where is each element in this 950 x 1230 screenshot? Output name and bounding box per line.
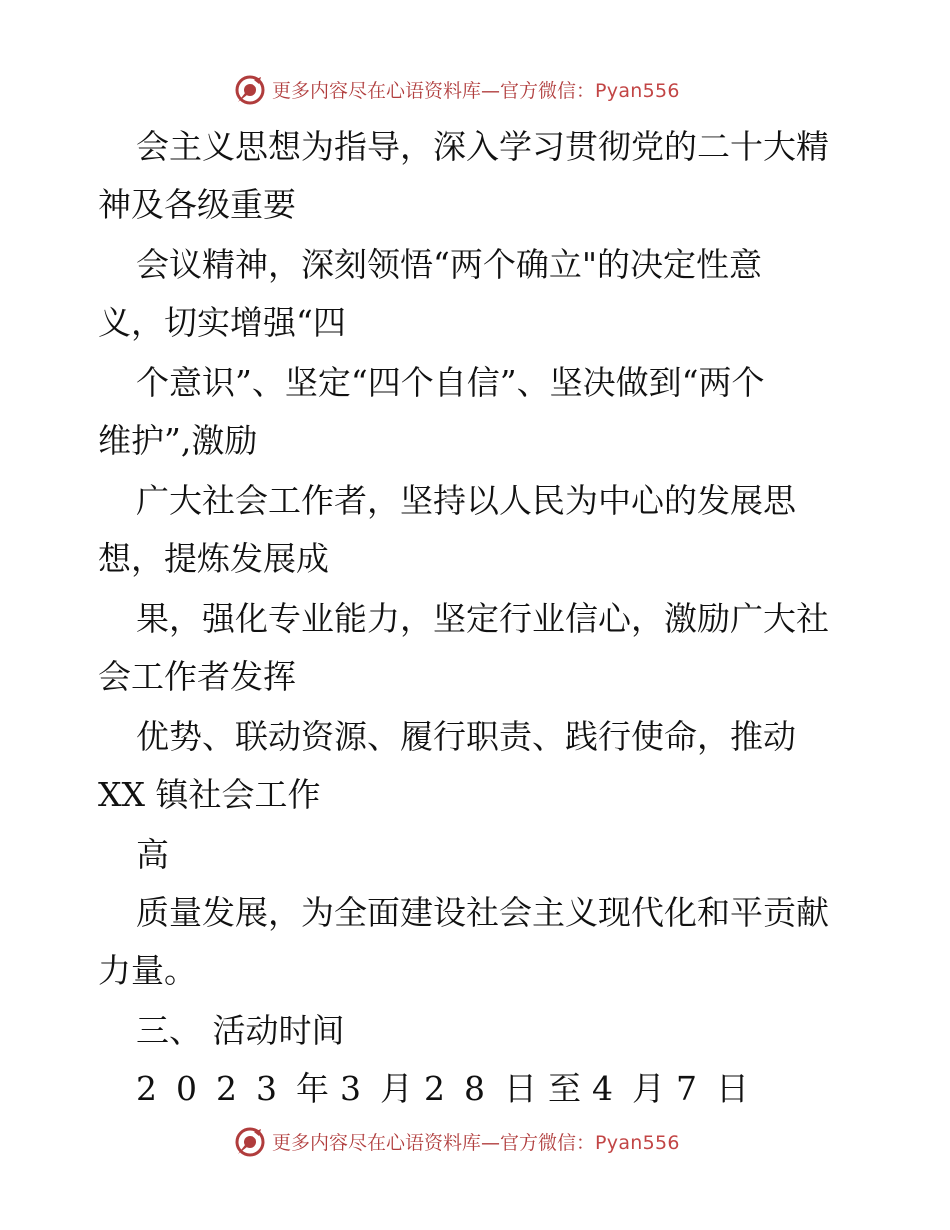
date-char: 3	[256, 1069, 277, 1108]
date-char: 2	[216, 1069, 237, 1108]
watermark-handle: Pyan556	[595, 80, 680, 102]
body-line: 果，强化专业能力，坚定行业信心，激励广大社	[136, 599, 829, 638]
date-char: 至	[548, 1069, 581, 1108]
date-char: 年	[296, 1069, 329, 1108]
date-char: 月	[380, 1069, 413, 1108]
body-line: 个意识”、坚定“四个自信”、坚决做到“两个	[136, 363, 765, 402]
body-line: 力量。	[98, 951, 197, 990]
body-line: 义，切实增强“四	[98, 303, 346, 342]
date-char: 月	[632, 1069, 665, 1108]
date-char: 2	[136, 1069, 157, 1108]
date-char: 0	[176, 1069, 197, 1108]
body-line: 想，提炼发展成	[98, 539, 329, 578]
body-line: 广大社会工作者，坚持以人民为中心的发展思	[136, 481, 796, 520]
date-char: 日	[504, 1069, 537, 1108]
watermark-text: 更多内容尽在心语资料库—官方微信：Pyan556	[272, 80, 680, 102]
watermark-handle: Pyan556	[595, 1132, 680, 1154]
body-line: 维护”,激励	[98, 421, 258, 460]
body-line: 会工作者发挥	[98, 657, 296, 696]
date-char: 日	[716, 1069, 749, 1108]
body-line: 神及各级重要	[98, 185, 296, 224]
body-line: XX 镇社会工作	[98, 775, 321, 814]
watermark-text: 更多内容尽在心语资料库—官方微信：Pyan556	[272, 1132, 680, 1154]
activity-date-line	[136, 1069, 760, 1108]
date-char: 3	[340, 1069, 361, 1108]
date-char: 2	[424, 1069, 445, 1108]
body-line: 高	[136, 835, 169, 874]
body-line: 质量发展，为全面建设社会主义现代化和平贡献	[136, 893, 829, 932]
body-line: 优势、联动资源、履行职责、践行使命，推动	[136, 717, 796, 756]
date-char: 7	[676, 1069, 697, 1108]
section-heading: 三、 活动时间	[136, 1011, 345, 1050]
date-char: 4	[592, 1069, 613, 1108]
body-line: 会议精神，深刻领悟“两个确立"的决定性意	[136, 245, 763, 284]
body-line: 会主义思想为指导，深入学习贯彻党的二十大精	[136, 127, 829, 166]
date-char: 8	[464, 1069, 485, 1108]
